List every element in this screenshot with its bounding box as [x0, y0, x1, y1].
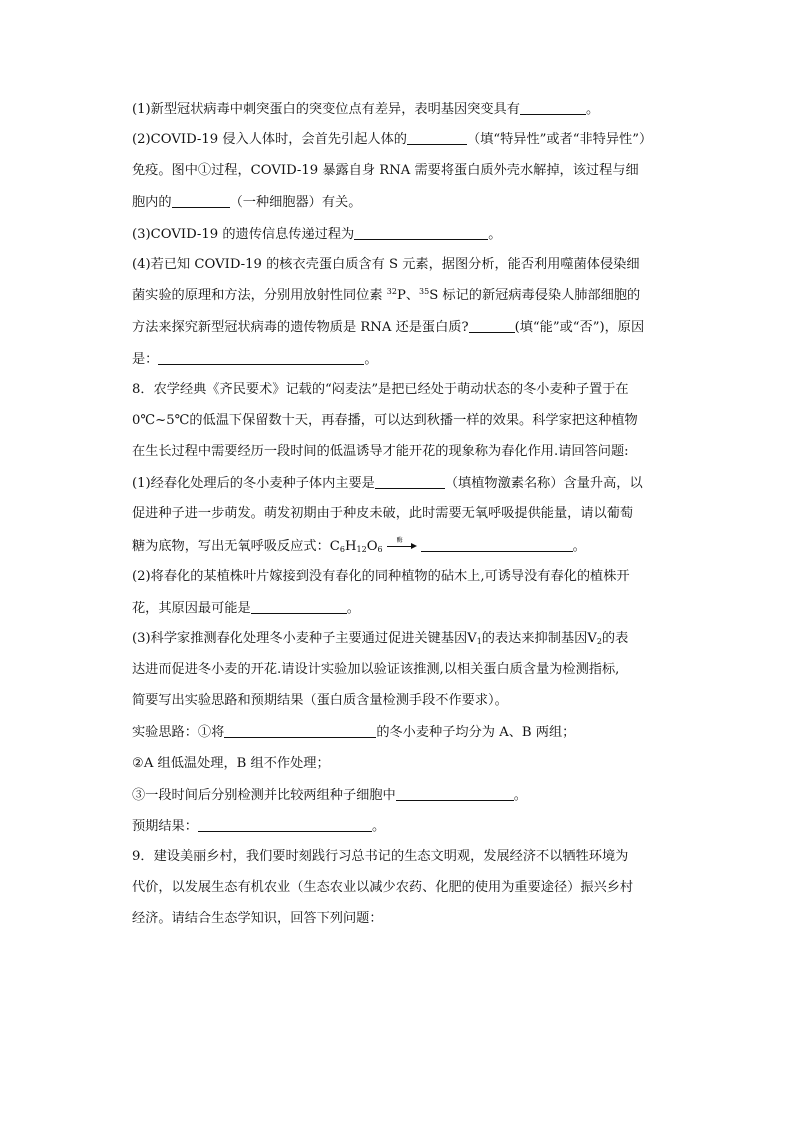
answer-blank[interactable] [421, 538, 573, 552]
answer-blank[interactable] [375, 475, 445, 489]
answer-blank[interactable] [407, 131, 467, 145]
q7-part3: (3)COVID-19 的遗传信息传递过程为 。 [132, 227, 502, 242]
q8-part1-line1: (1)经春化处理后的冬小麦种子体内主要是 （填植物激素名称）含量升高，以 [132, 476, 643, 491]
reaction-arrow-icon: 酶 [387, 539, 417, 551]
q8-part1-line2: 促进种子进一步萌发。萌发初期由于种皮未破，此时需要无氧呼吸提供能量，请以葡萄 [132, 506, 634, 521]
q8-expected-result: 预期结果： 。 [132, 819, 386, 834]
answer-blank[interactable] [469, 319, 515, 333]
q8-experiment-step2: ②A 组低温处理，B 组不作处理； [132, 756, 330, 771]
answer-blank[interactable] [158, 351, 364, 365]
q8-part2-line1: (2)将春化的某植株叶片嫁接到没有春化的同种植物的砧木上,可诱导没有春化的植株开 [132, 569, 630, 584]
q9-stem-line2: 代价，以发展生态有机农业（生态农业以减少农药、化肥的使用为重要途径）振兴乡村 [132, 880, 634, 895]
q8-experiment-step3: ③一段时间后分别检测并比较两组种子细胞中 。 [132, 788, 527, 803]
q8-stem-line1: 8．农学经典《齐民要术》记载的“闷麦法”是把已经处于萌动状态的冬小麦种子置于在 [132, 382, 629, 397]
q8-part3-line2: 达进而促进冬小麦的开花.请设计实验加以验证该推测,以相关蛋白质含量为检测指标, [132, 662, 620, 677]
answer-blank[interactable] [172, 194, 230, 208]
q8-stem-line3: 在生长过程中需要经历一段时间的低温诱导才能开花的现象称为春化作用.请回答问题: [132, 444, 629, 459]
q7-part2-line2: 免疫。图中①过程，COVID-19 暴露自身 RNA 需要将蛋白质外壳水解掉，该过程与细 [132, 163, 639, 178]
q7-part4-line1: (4)若已知 COVID-19 的核衣壳蛋白质含有 S 元素，据图分析，能否利用噬菌体侵染细 [132, 257, 640, 272]
q7-part2-line3: 胞内的 （一种细胞器）有关。 [132, 195, 362, 210]
q9-stem-line1: 9．建设美丽乡村，我们要时刻践行习总书记的生态文明观，发展经济不以牺牲环境为 [132, 849, 629, 864]
answer-blank[interactable] [354, 226, 488, 240]
q8-experiment-idea: 实验思路：①将 的冬小麦种子均分为 A、B 两组； [132, 725, 576, 740]
q7-part4-line2: 菌实验的原理和方法，分别用放射性同位素 $^{32}$P、$^{35}$S 标记的新冠病毒侵染人肺部细胞的 [132, 287, 641, 303]
q7-part2-line1: (2)COVID-19 侵入人体时，会首先引起人体的 （填“特异性”或者“非特异性”） [132, 132, 653, 147]
q7-part4-line3: 方法来探究新型冠状病毒的遗传物质是 RNA 还是蛋白质? (填“能”或“否”)，原因 [132, 320, 645, 335]
q8-part3-line1: (3)科学家推测春化处理冬小麦种子主要通过促进关键基因$V_1$的表达来抑制基因$V_2$的表 [132, 631, 629, 646]
answer-blank[interactable] [198, 818, 372, 832]
q9-stem-line3: 经济。请结合生态学知识，回答下列问题： [132, 911, 383, 926]
answer-blank[interactable] [396, 787, 514, 801]
answer-blank[interactable] [520, 101, 586, 115]
q8-part2-line2: 花，其原因最可能是 。 [132, 601, 360, 616]
q8-stem-line2: 0℃~5℃的低温下保留数十天，再春播，可以达到秋播一样的效果。科学家把这种植物 [132, 413, 638, 428]
answer-blank[interactable] [224, 724, 376, 738]
q8-part1-line3: 糖为底物，写出无氧呼吸反应式：$C_6H_{12}O_6$ 酶 。 [132, 537, 586, 554]
q7-part1: (1)新型冠状病毒中刺突蛋白的突变位点有差异，表明基因突变具有 。 [132, 102, 600, 117]
answer-blank[interactable] [251, 600, 347, 614]
q7-part4-line4: 是： 。 [132, 352, 378, 367]
q8-part3-line3: 简要写出实验思路和预期结果（蛋白质含量检测手段不作要求）。 [132, 693, 508, 708]
